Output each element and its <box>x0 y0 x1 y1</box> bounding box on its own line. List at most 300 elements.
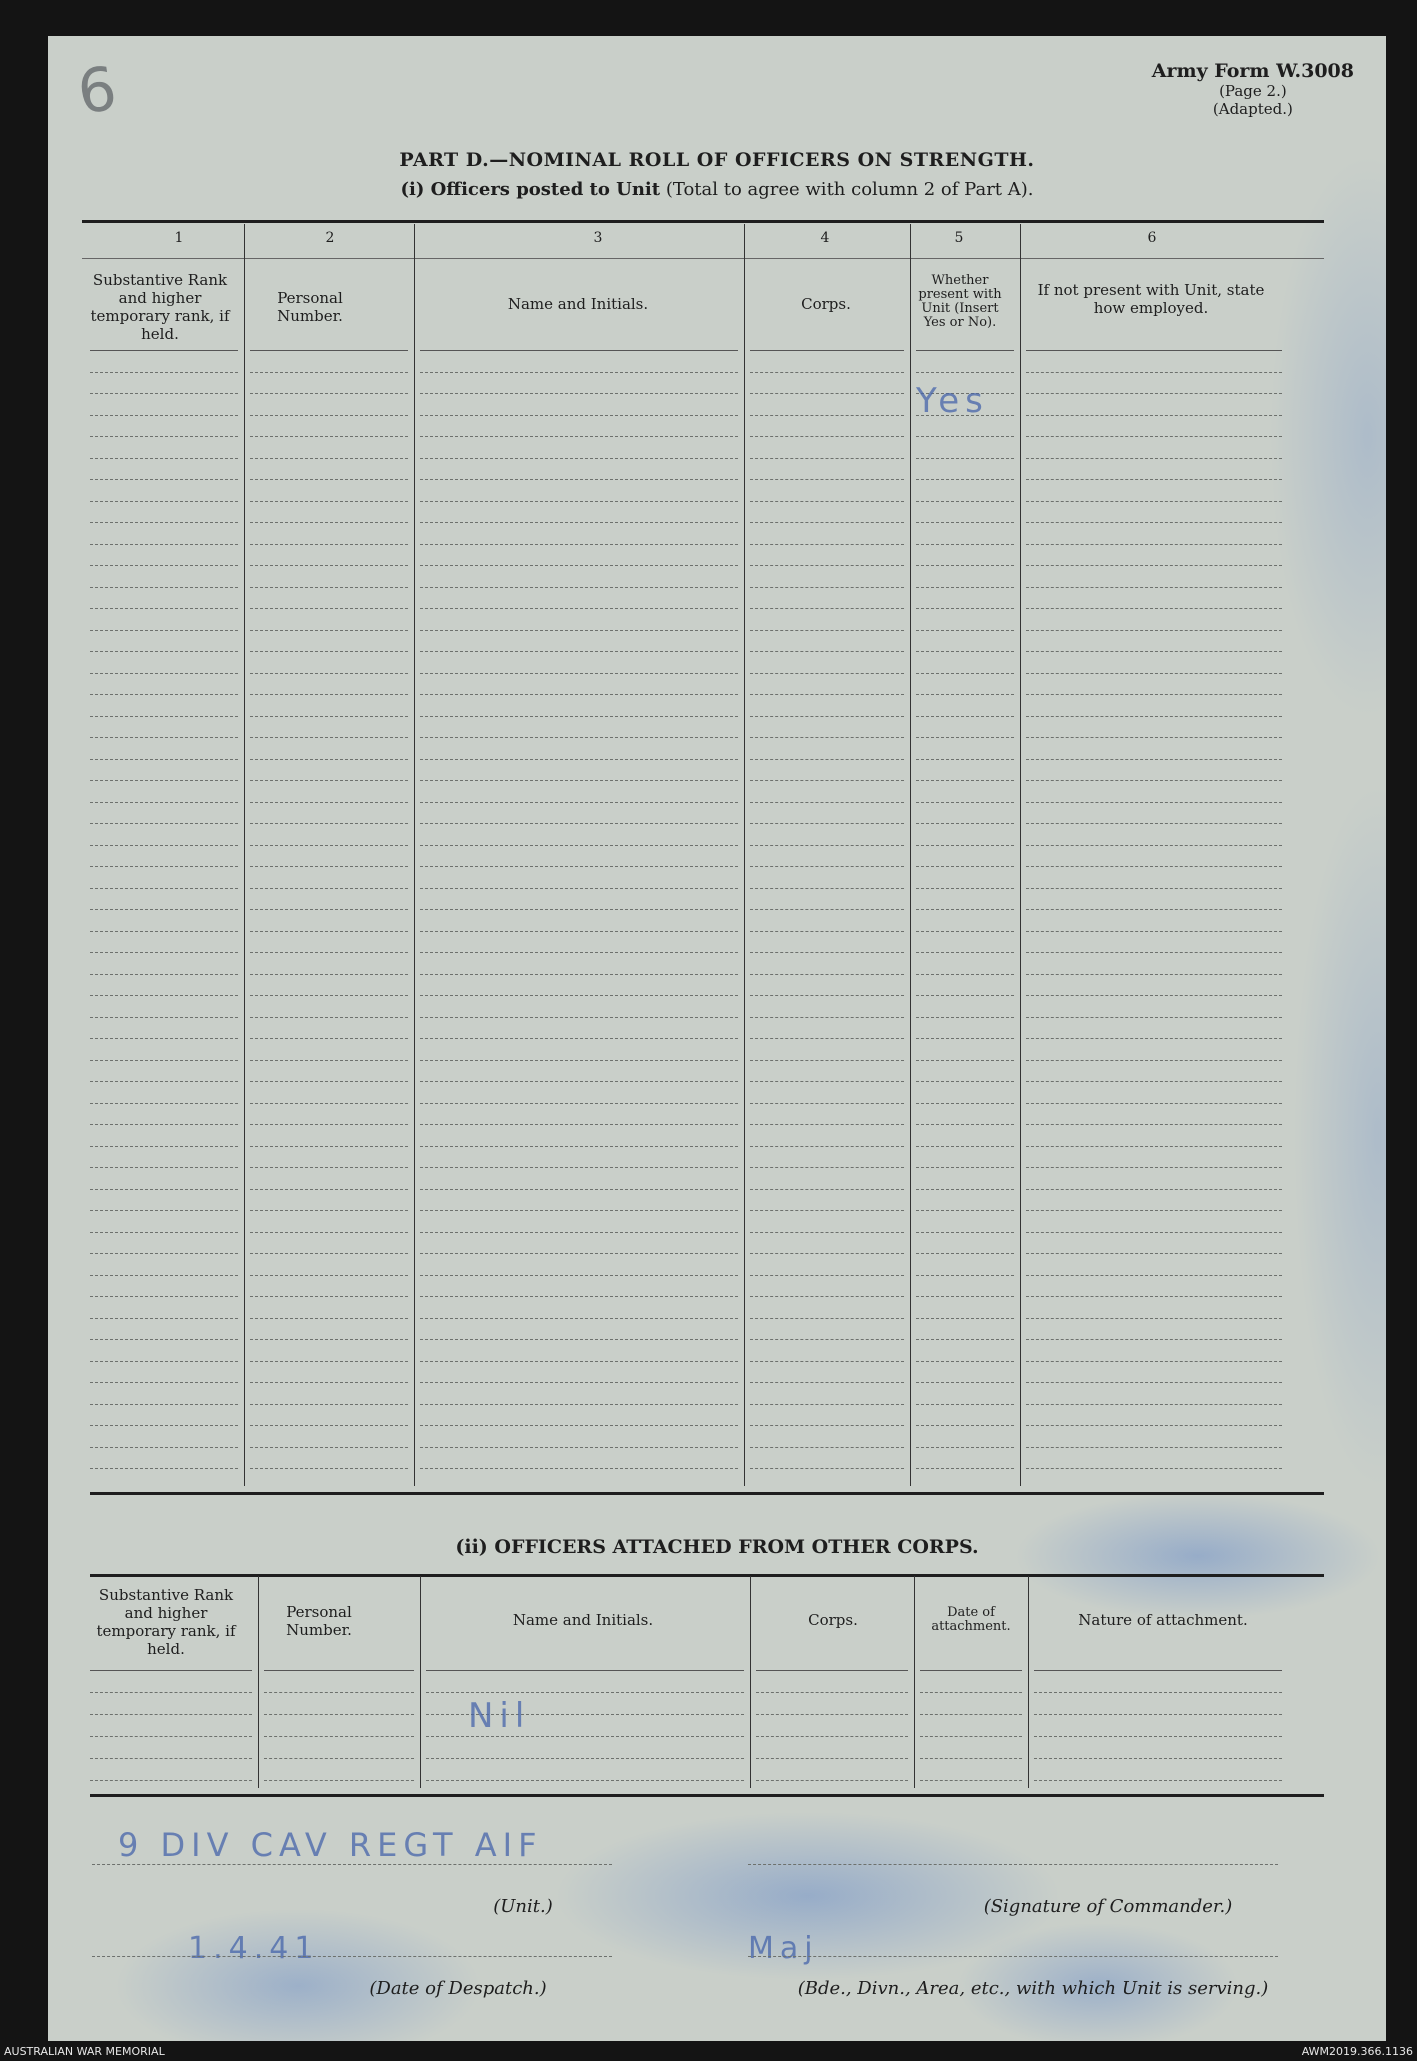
entry-row-line <box>250 737 408 738</box>
entry-row-line <box>250 1253 408 1254</box>
entry-row-line <box>750 931 904 932</box>
entry-row-line <box>1026 995 1282 996</box>
entry-row-line <box>90 544 238 545</box>
col-number-rule <box>82 258 1324 259</box>
entry-row-line <box>750 1361 904 1362</box>
entry-row-line <box>916 630 1014 631</box>
entry-row-line <box>420 501 738 502</box>
entry-row-line <box>420 1296 738 1297</box>
entry-row-line <box>1026 415 1282 416</box>
entry-row-line <box>420 1447 738 1448</box>
entry-row-line <box>916 608 1014 609</box>
entry-row-line <box>250 1017 408 1018</box>
entry-row-line <box>90 694 238 695</box>
entry-row-line <box>1026 458 1282 459</box>
entry-row-line <box>916 651 1014 652</box>
part-d-subtitle-suffix: (Total to agree with column 2 of Part A). <box>665 179 1034 200</box>
entry-row-line <box>90 608 238 609</box>
signature-line <box>748 1864 1278 1865</box>
entry-row-line <box>90 1758 252 1759</box>
entry-row-line <box>750 1382 904 1383</box>
entry-row-line <box>1026 673 1282 674</box>
entry-row-line <box>1026 845 1282 846</box>
entry-row-line <box>916 1275 1014 1276</box>
header-underline <box>250 350 408 351</box>
entry-row-line <box>1026 1038 1282 1039</box>
column-divider <box>914 1576 915 1788</box>
entry-row-line <box>750 1404 904 1405</box>
entry-row-line <box>1026 436 1282 437</box>
header-underline <box>1026 350 1282 351</box>
entry-row-line <box>1026 694 1282 695</box>
entry-row-line <box>916 1167 1014 1168</box>
entry-row-line <box>420 952 738 953</box>
entry-row-line <box>750 737 904 738</box>
entry-row-line <box>420 802 738 803</box>
entry-row-line <box>250 479 408 480</box>
entry-row-line <box>1026 866 1282 867</box>
entry-row-line <box>750 1017 904 1018</box>
entry-row-line <box>420 1146 738 1147</box>
entry-row-line <box>916 372 1014 373</box>
entry-row-line <box>750 1275 904 1276</box>
entry-row-line <box>90 1296 238 1297</box>
entry-row-line <box>420 694 738 695</box>
handwritten-date: 1.4.41 <box>188 1931 320 1966</box>
entry-row-line <box>250 866 408 867</box>
entry-row-line <box>756 1714 908 1715</box>
entry-row-line <box>916 1382 1014 1383</box>
entry-row-line <box>250 1167 408 1168</box>
entry-row-line <box>750 974 904 975</box>
entry-row-line <box>90 1275 238 1276</box>
part-ii-top-rule <box>90 1574 1324 1577</box>
entry-row-line <box>750 888 904 889</box>
entry-row-line <box>264 1736 414 1737</box>
entry-row-line <box>264 1692 414 1693</box>
unit-label: (Unit.) <box>493 1896 553 1917</box>
entry-row-line <box>1026 1296 1282 1297</box>
header-present: Whether present with Unit (Insert Yes or No). <box>918 273 1002 330</box>
entry-row-line <box>916 888 1014 889</box>
entry-row-line <box>264 1758 414 1759</box>
entry-row-line <box>420 1404 738 1405</box>
entry-row-line <box>90 1017 238 1018</box>
entry-row-line <box>250 780 408 781</box>
header-how-employed: If not present with Unit, state how employed. <box>1037 281 1265 317</box>
date-label: (Date of Despatch.) <box>369 1978 547 1999</box>
entry-row-line <box>250 651 408 652</box>
entry-row-line <box>250 1425 408 1426</box>
entry-row-line <box>916 952 1014 953</box>
entry-row-line <box>1026 931 1282 932</box>
entry-row-line <box>916 716 1014 717</box>
header-personal-number: Personal Number. <box>277 289 343 325</box>
entry-row-line <box>916 694 1014 695</box>
entry-row-line <box>250 1103 408 1104</box>
entry-row-line <box>1026 1189 1282 1190</box>
entry-row-line <box>420 780 738 781</box>
column-divider <box>414 224 415 1486</box>
entry-row-line <box>420 372 738 373</box>
entry-row-line <box>916 565 1014 566</box>
entry-row-line <box>1026 1253 1282 1254</box>
entry-row-line <box>90 1189 238 1190</box>
entry-row-line <box>420 1210 738 1211</box>
entry-row-line <box>916 802 1014 803</box>
entry-row-line <box>420 565 738 566</box>
entry-row-line <box>1026 909 1282 910</box>
entry-row-line <box>916 823 1014 824</box>
entry-row-line <box>420 888 738 889</box>
entry-row-line <box>420 1339 738 1340</box>
entry-row-line <box>750 823 904 824</box>
handwritten-unit: 9 DIV CAV REGT AIF <box>118 1826 543 1864</box>
entry-row-line <box>90 823 238 824</box>
entry-row-line <box>264 1780 414 1781</box>
entry-row-line <box>90 780 238 781</box>
column-divider <box>1020 224 1021 1486</box>
entry-row-line <box>1026 1404 1282 1405</box>
entry-row-line <box>420 608 738 609</box>
entry-row-line <box>750 995 904 996</box>
entry-row-line <box>90 587 238 588</box>
header-underline <box>90 1670 252 1671</box>
entry-row-line <box>90 866 238 867</box>
entry-row-line <box>1026 1210 1282 1211</box>
column-divider <box>1028 1576 1029 1788</box>
entry-row-line <box>90 1692 252 1693</box>
entry-row-line <box>420 1189 738 1190</box>
entry-row-line <box>90 630 238 631</box>
entry-row-line <box>420 1468 738 1469</box>
entry-row-line <box>420 1253 738 1254</box>
entry-row-line <box>426 1692 744 1693</box>
entry-row-line <box>1026 780 1282 781</box>
entry-row-line <box>90 974 238 975</box>
entry-row-line <box>250 630 408 631</box>
entry-row-line <box>90 1361 238 1362</box>
entry-row-line <box>750 802 904 803</box>
entry-row-line <box>90 1167 238 1168</box>
header-underline <box>916 350 1014 351</box>
entry-row-line <box>250 1275 408 1276</box>
entry-row-line <box>750 909 904 910</box>
entry-row-line <box>90 372 238 373</box>
entry-row-line <box>1026 630 1282 631</box>
entry-row-line <box>750 587 904 588</box>
entry-row-line <box>920 1736 1022 1737</box>
form-name: Army Form W.3008 <box>1151 60 1354 82</box>
entry-row-line <box>756 1692 908 1693</box>
entry-row-line <box>420 716 738 717</box>
entry-row-line <box>750 1103 904 1104</box>
entry-row-line <box>1026 802 1282 803</box>
header-underline <box>750 350 904 351</box>
entry-row-line <box>420 1167 738 1168</box>
entry-row-line <box>90 1253 238 1254</box>
col-number-1: 1 <box>174 230 184 246</box>
entry-row-line <box>426 1780 744 1781</box>
credit-right: AWM2019.366.1136 <box>1301 2045 1413 2058</box>
entry-row-line <box>420 1382 738 1383</box>
entry-row-line <box>1026 1447 1282 1448</box>
entry-row-line <box>1026 479 1282 480</box>
entry-row-line <box>750 1318 904 1319</box>
handwritten-sign: Maj <box>748 1931 819 1966</box>
column-divider <box>750 1576 751 1788</box>
entry-row-line <box>420 1060 738 1061</box>
entry-row-line <box>1034 1780 1282 1781</box>
entry-row-line <box>90 1736 252 1737</box>
column-divider <box>244 224 245 1486</box>
entry-row-line <box>90 1210 238 1211</box>
entry-row-line <box>1026 544 1282 545</box>
entry-row-line <box>920 1714 1022 1715</box>
entry-row-line <box>750 1232 904 1233</box>
entry-row-line <box>90 952 238 953</box>
entry-row-line <box>1026 651 1282 652</box>
entry-row-line <box>916 522 1014 523</box>
entry-row-line <box>90 845 238 846</box>
entry-row-line <box>1026 565 1282 566</box>
entry-row-line <box>920 1692 1022 1693</box>
entry-row-line <box>250 995 408 996</box>
entry-row-line <box>1026 372 1282 373</box>
entry-row-line <box>916 909 1014 910</box>
entry-row-line <box>1026 1081 1282 1082</box>
entry-row-line <box>920 1780 1022 1781</box>
entry-row-line <box>916 995 1014 996</box>
entry-row-line <box>90 931 238 932</box>
entry-row-line <box>750 1296 904 1297</box>
col-number-4: 4 <box>820 230 830 246</box>
entry-row-line <box>90 1339 238 1340</box>
date-line <box>92 1956 612 1957</box>
entry-row-line <box>90 737 238 738</box>
entry-row-line <box>250 802 408 803</box>
entry-row-line <box>420 1425 738 1426</box>
column-divider <box>910 224 911 1486</box>
entry-row-line <box>250 565 408 566</box>
entry-row-line <box>90 479 238 480</box>
entry-row-line <box>420 1361 738 1362</box>
entry-row-line <box>1026 1167 1282 1168</box>
entry-row-line <box>250 1124 408 1125</box>
ii-header-nature: Nature of attachment. <box>1078 1611 1248 1629</box>
bde-label: (Bde., Divn., Area, etc., with which Unit is serving.) <box>797 1978 1269 1999</box>
column-divider <box>258 1576 259 1788</box>
part-d-title: PART D.—NOMINAL ROLL OF OFFICERS ON STRENGTH. <box>399 149 1035 171</box>
entry-row-line <box>1026 587 1282 588</box>
entry-row-line <box>916 1404 1014 1405</box>
entry-row-line <box>90 1714 252 1715</box>
entry-row-line <box>90 1232 238 1233</box>
entry-row-line <box>1026 759 1282 760</box>
entry-row-line <box>1026 974 1282 975</box>
entry-row-line <box>750 372 904 373</box>
entry-row-line <box>750 522 904 523</box>
entry-row-line <box>750 651 904 652</box>
entry-row-line <box>90 415 238 416</box>
entry-row-line <box>750 1146 904 1147</box>
entry-row-line <box>250 1382 408 1383</box>
header-corps: Corps. <box>801 295 851 313</box>
entry-row-line <box>420 1017 738 1018</box>
entry-row-line <box>420 909 738 910</box>
entry-row-line <box>916 1038 1014 1039</box>
entry-row-line <box>750 1189 904 1190</box>
entry-row-line <box>1026 1425 1282 1426</box>
entry-row-line <box>916 1060 1014 1061</box>
entry-row-line <box>916 1232 1014 1233</box>
pencil-mark: 6 <box>73 53 121 129</box>
entry-row-line <box>90 716 238 717</box>
entry-row-line <box>250 909 408 910</box>
entry-row-line <box>420 544 738 545</box>
entry-row-line <box>916 866 1014 867</box>
entry-row-line <box>916 1361 1014 1362</box>
entry-row-line <box>90 393 238 394</box>
entry-row-line <box>420 587 738 588</box>
entry-row-line <box>750 1447 904 1448</box>
entry-row-line <box>1026 393 1282 394</box>
entry-row-line <box>916 1468 1014 1469</box>
entry-row-line <box>1026 1146 1282 1147</box>
entry-row-line <box>750 458 904 459</box>
column-divider <box>744 224 745 1486</box>
entry-row-line <box>90 1146 238 1147</box>
entry-row-line <box>916 436 1014 437</box>
header-underline <box>426 1670 744 1671</box>
entry-row-line <box>1026 1017 1282 1018</box>
entry-row-line <box>916 1103 1014 1104</box>
bde-line <box>748 1956 1278 1957</box>
entry-row-line <box>916 780 1014 781</box>
entry-row-line <box>1026 1361 1282 1362</box>
entry-row-line <box>1026 823 1282 824</box>
entry-row-line <box>750 436 904 437</box>
ii-header-date-attachment: Date of attachment. <box>931 1605 1011 1634</box>
entry-row-line <box>1026 1060 1282 1061</box>
entry-row-line <box>250 1210 408 1211</box>
entry-row-line <box>420 845 738 846</box>
entry-row-line <box>750 1124 904 1125</box>
entry-row-line <box>90 759 238 760</box>
entry-row-line <box>90 673 238 674</box>
entry-row-line <box>1026 716 1282 717</box>
entry-row-line <box>250 1447 408 1448</box>
entry-row-line <box>750 1167 904 1168</box>
entry-row-line <box>916 458 1014 459</box>
entry-row-line <box>420 931 738 932</box>
entry-row-line <box>420 1275 738 1276</box>
header-underline <box>1034 1670 1282 1671</box>
entry-row-line <box>420 393 738 394</box>
header-underline <box>90 350 238 351</box>
entry-row-line <box>916 1296 1014 1297</box>
entry-row-line <box>90 1447 238 1448</box>
entry-row-line <box>916 1425 1014 1426</box>
entry-row-line <box>90 1404 238 1405</box>
entry-row-line <box>916 759 1014 760</box>
entry-row-line <box>420 673 738 674</box>
col-number-5: 5 <box>954 230 964 246</box>
entry-row-line <box>90 995 238 996</box>
entry-row-line <box>1034 1736 1282 1737</box>
entry-row-line <box>1026 1103 1282 1104</box>
entry-row-line <box>250 1339 408 1340</box>
credit-left: AUSTRALIAN WAR MEMORIAL <box>4 2045 165 2058</box>
entry-row-line <box>916 673 1014 674</box>
entry-row-line <box>250 1146 408 1147</box>
ii-header-corps: Corps. <box>808 1611 858 1629</box>
entry-row-line <box>250 1361 408 1362</box>
column-divider <box>420 1576 421 1788</box>
entry-row-line <box>90 909 238 910</box>
entry-row-line <box>916 544 1014 545</box>
entry-row-line <box>1026 1318 1282 1319</box>
entry-row-line <box>90 1382 238 1383</box>
entry-row-line <box>750 780 904 781</box>
entry-row-line <box>1034 1692 1282 1693</box>
entry-row-line <box>1026 608 1282 609</box>
entry-row-line <box>250 952 408 953</box>
handwritten-yes: Yes <box>916 381 989 421</box>
entry-row-line <box>750 759 904 760</box>
entry-row-line <box>250 501 408 502</box>
entry-row-line <box>750 694 904 695</box>
entry-row-line <box>916 1189 1014 1190</box>
entry-row-line <box>90 888 238 889</box>
entry-row-line <box>750 1425 904 1426</box>
entry-row-line <box>750 952 904 953</box>
signature-label: (Signature of Commander.) <box>983 1896 1233 1917</box>
entry-row-line <box>750 1038 904 1039</box>
entry-row-line <box>420 1124 738 1125</box>
entry-row-line <box>750 1060 904 1061</box>
entry-row-line <box>916 1017 1014 1018</box>
entry-row-line <box>90 1103 238 1104</box>
entry-row-line <box>1034 1758 1282 1759</box>
entry-row-line <box>1026 522 1282 523</box>
col-number-2: 2 <box>325 230 335 246</box>
entry-row-line <box>756 1736 908 1737</box>
entry-row-line <box>250 823 408 824</box>
entry-row-line <box>1026 737 1282 738</box>
entry-row-line <box>1026 1339 1282 1340</box>
entry-row-line <box>916 1146 1014 1147</box>
entry-row-line <box>750 630 904 631</box>
entry-row-line <box>420 995 738 996</box>
entry-row-line <box>750 716 904 717</box>
entry-row-line <box>90 651 238 652</box>
entry-row-line <box>250 931 408 932</box>
entry-row-line <box>90 501 238 502</box>
entry-row-line <box>1026 501 1282 502</box>
part-d-subtitle <box>48 179 1386 200</box>
entry-row-line <box>750 544 904 545</box>
entry-row-line <box>250 1232 408 1233</box>
entry-row-line <box>1026 888 1282 889</box>
entry-row-line <box>750 866 904 867</box>
form-adapted: (Adapted.) <box>1212 100 1293 118</box>
entry-row-line <box>426 1758 744 1759</box>
entry-row-line <box>420 866 738 867</box>
entry-row-line <box>90 1318 238 1319</box>
entry-row-line <box>420 1232 738 1233</box>
entry-row-line <box>90 565 238 566</box>
